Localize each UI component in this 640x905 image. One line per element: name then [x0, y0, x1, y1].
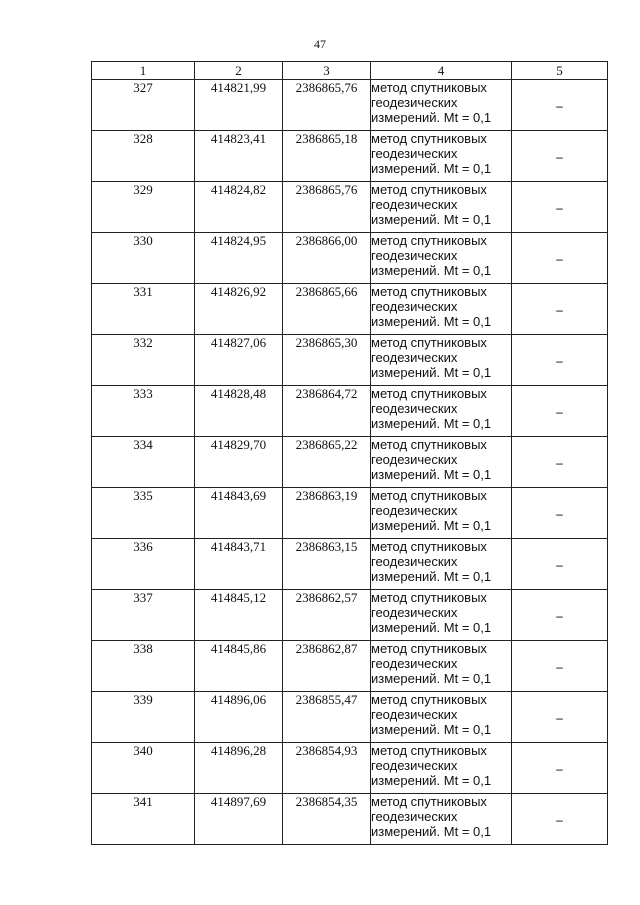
column-header-1: 1: [92, 62, 195, 80]
table-row: [92, 743, 608, 794]
note-dash: –: [512, 794, 608, 845]
method-text-line: метод спутниковых: [371, 80, 487, 95]
table-row: [92, 335, 608, 386]
point-number: 329: [92, 182, 195, 233]
point-number: 331: [92, 284, 195, 335]
coordinate-y: 2386863,19: [283, 488, 371, 539]
method-text-line: метод спутниковых: [371, 641, 487, 656]
coordinates-table: [91, 61, 608, 845]
note-dash: –: [512, 539, 608, 590]
method-text-line: измерений. Mt = 0,1: [371, 671, 492, 686]
point-number: 333: [92, 386, 195, 437]
note-dash: –: [512, 182, 608, 233]
method-text-line: измерений. Mt = 0,1: [371, 467, 492, 482]
method-text-line: измерений. Mt = 0,1: [371, 110, 492, 125]
table-row: [92, 641, 608, 692]
coordinate-y: 2386865,22: [283, 437, 371, 488]
method-text-line: измерений. Mt = 0,1: [371, 416, 492, 431]
method-cell: [371, 182, 512, 233]
point-number: 341: [92, 794, 195, 845]
table-row: [92, 284, 608, 335]
method-cell: [371, 335, 512, 386]
note-dash: –: [512, 284, 608, 335]
coordinate-x: 414826,92: [195, 284, 283, 335]
coordinate-x: 414828,48: [195, 386, 283, 437]
coordinate-x: 414897,69: [195, 794, 283, 845]
point-number: 332: [92, 335, 195, 386]
coordinate-x: 414843,69: [195, 488, 283, 539]
method-text-line: метод спутниковых: [371, 131, 487, 146]
table-row: [92, 386, 608, 437]
page-number: 47: [314, 37, 326, 51]
table-row: [92, 437, 608, 488]
point-number: 339: [92, 692, 195, 743]
note-dash: –: [512, 590, 608, 641]
method-text-line: метод спутниковых: [371, 488, 487, 503]
method-text-line: метод спутниковых: [371, 692, 487, 707]
method-text-line: метод спутниковых: [371, 539, 487, 554]
note-dash: –: [512, 692, 608, 743]
coordinate-y: 2386855,47: [283, 692, 371, 743]
method-text-line: измерений. Mt = 0,1: [371, 518, 492, 533]
method-text-line: геодезических: [371, 758, 458, 773]
point-number: 334: [92, 437, 195, 488]
coordinate-y: 2386865,66: [283, 284, 371, 335]
table-row: [92, 794, 608, 845]
note-dash: –: [512, 131, 608, 182]
coordinate-x: 414827,06: [195, 335, 283, 386]
method-text-line: измерений. Mt = 0,1: [371, 263, 492, 278]
method-text-line: измерений. Mt = 0,1: [371, 365, 492, 380]
coordinate-y: 2386865,76: [283, 80, 371, 131]
method-cell: [371, 692, 512, 743]
method-cell: [371, 539, 512, 590]
method-cell: [371, 743, 512, 794]
coordinate-y: 2386865,18: [283, 131, 371, 182]
coordinate-y: 2386864,72: [283, 386, 371, 437]
coordinate-x: 414824,95: [195, 233, 283, 284]
table-row: [92, 488, 608, 539]
method-text-line: геодезических: [371, 707, 458, 722]
column-header-2: 2: [195, 62, 283, 80]
method-text-line: геодезических: [371, 95, 458, 110]
method-text-line: геодезических: [371, 656, 458, 671]
note-dash: –: [512, 335, 608, 386]
method-cell: [371, 233, 512, 284]
method-text-line: метод спутниковых: [371, 437, 487, 452]
note-dash: –: [512, 437, 608, 488]
method-text-line: измерений. Mt = 0,1: [371, 212, 492, 227]
method-text-line: геодезических: [371, 605, 458, 620]
method-text-line: измерений. Mt = 0,1: [371, 773, 492, 788]
column-header-4: 4: [371, 62, 512, 80]
point-number: 327: [92, 80, 195, 131]
method-text-line: геодезических: [371, 401, 458, 416]
method-text-line: геодезических: [371, 809, 458, 824]
note-dash: –: [512, 80, 608, 131]
method-text-line: метод спутниковых: [371, 590, 487, 605]
coordinate-y: 2386865,30: [283, 335, 371, 386]
table-row: [92, 692, 608, 743]
method-text-line: метод спутниковых: [371, 335, 487, 350]
coordinate-y: 2386862,57: [283, 590, 371, 641]
method-text-line: геодезических: [371, 299, 458, 314]
note-dash: –: [512, 641, 608, 692]
method-text-line: метод спутниковых: [371, 182, 487, 197]
method-text-line: измерений. Mt = 0,1: [371, 161, 492, 176]
table-row: [92, 590, 608, 641]
coordinate-x: 414896,28: [195, 743, 283, 794]
method-text-line: измерений. Mt = 0,1: [371, 569, 492, 584]
method-text-line: геодезических: [371, 350, 458, 365]
coordinate-y: 2386854,35: [283, 794, 371, 845]
column-header-3: 3: [283, 62, 371, 80]
method-text-line: метод спутниковых: [371, 284, 487, 299]
method-text-line: измерений. Mt = 0,1: [371, 314, 492, 329]
point-number: 328: [92, 131, 195, 182]
note-dash: –: [512, 743, 608, 794]
method-cell: [371, 386, 512, 437]
note-dash: –: [512, 386, 608, 437]
point-number: 340: [92, 743, 195, 794]
method-text-line: метод спутниковых: [371, 794, 487, 809]
coordinate-x: 414824,82: [195, 182, 283, 233]
method-text-line: измерений. Mt = 0,1: [371, 722, 492, 737]
coordinate-y: 2386866,00: [283, 233, 371, 284]
method-text-line: метод спутниковых: [371, 386, 487, 401]
coordinate-y: 2386863,15: [283, 539, 371, 590]
method-text-line: геодезических: [371, 146, 458, 161]
method-text-line: геодезических: [371, 554, 458, 569]
table-row: [92, 539, 608, 590]
table-row: [92, 80, 608, 131]
coordinate-y: 2386862,87: [283, 641, 371, 692]
column-header-5: 5: [512, 62, 608, 80]
coordinate-x: 414845,86: [195, 641, 283, 692]
note-dash: –: [512, 233, 608, 284]
method-text-line: метод спутниковых: [371, 743, 487, 758]
method-cell: [371, 80, 512, 131]
method-text-line: измерений. Mt = 0,1: [371, 824, 492, 839]
table-row: [92, 233, 608, 284]
coordinate-x: 414829,70: [195, 437, 283, 488]
method-cell: [371, 284, 512, 335]
method-cell: [371, 437, 512, 488]
method-text-line: геодезических: [371, 197, 458, 212]
method-cell: [371, 590, 512, 641]
method-cell: [371, 794, 512, 845]
coordinate-x: 414845,12: [195, 590, 283, 641]
point-number: 335: [92, 488, 195, 539]
method-text-line: геодезических: [371, 248, 458, 263]
point-number: 330: [92, 233, 195, 284]
method-cell: [371, 641, 512, 692]
table-header-row: [92, 62, 608, 80]
coordinate-x: 414821,99: [195, 80, 283, 131]
point-number: 336: [92, 539, 195, 590]
coordinate-x: 414896,06: [195, 692, 283, 743]
method-text-line: измерений. Mt = 0,1: [371, 620, 492, 635]
table-row: [92, 131, 608, 182]
coordinate-y: 2386865,76: [283, 182, 371, 233]
method-text-line: геодезических: [371, 452, 458, 467]
table-row: [92, 182, 608, 233]
coordinate-y: 2386854,93: [283, 743, 371, 794]
method-cell: [371, 131, 512, 182]
coordinate-x: 414823,41: [195, 131, 283, 182]
method-text-line: метод спутниковых: [371, 233, 487, 248]
coordinate-x: 414843,71: [195, 539, 283, 590]
point-number: 337: [92, 590, 195, 641]
note-dash: –: [512, 488, 608, 539]
method-cell: [371, 488, 512, 539]
method-text-line: геодезических: [371, 503, 458, 518]
point-number: 338: [92, 641, 195, 692]
table-body: [92, 80, 608, 845]
